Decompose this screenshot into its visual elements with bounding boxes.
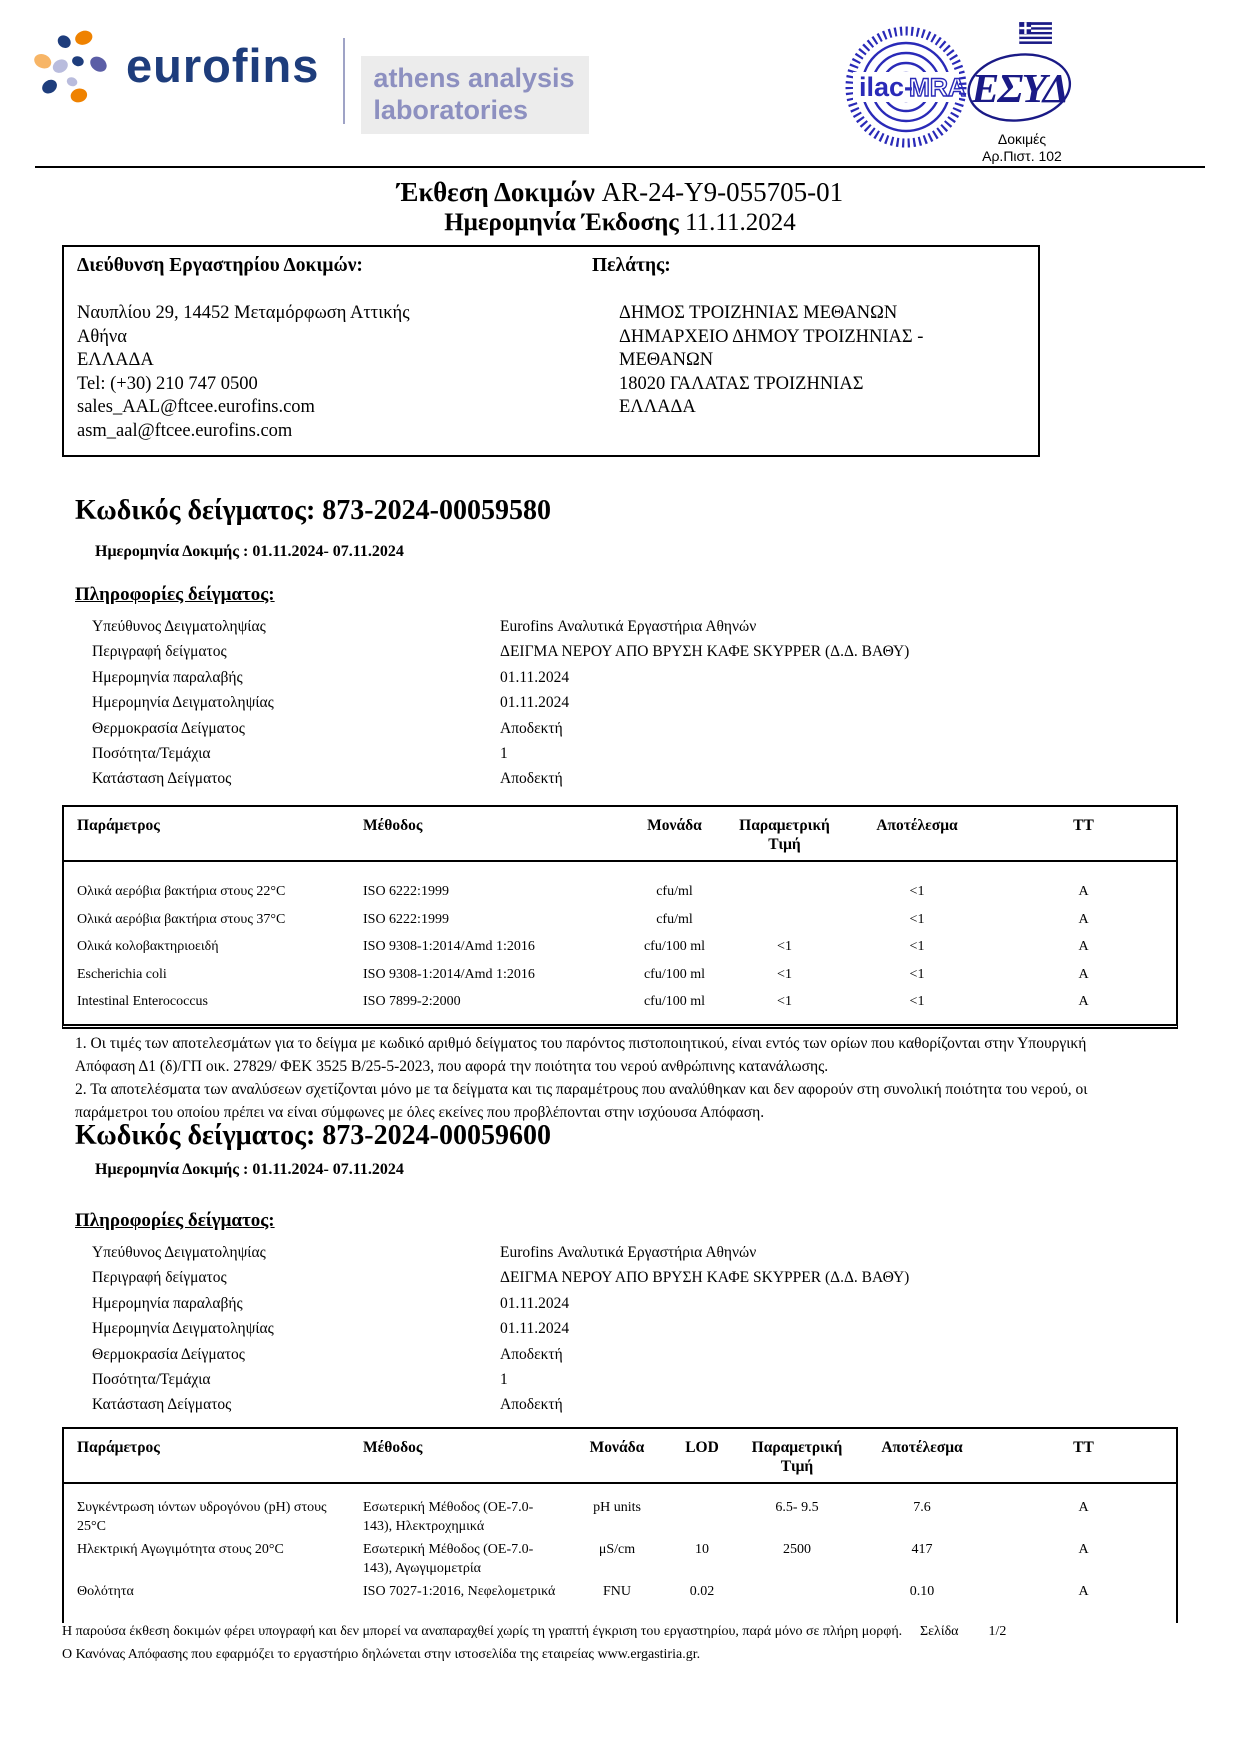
cell-tt: A: [1078, 1542, 1089, 1557]
cell-lod: [662, 1498, 742, 1536]
report-number: AR-24-Y9-055705-01: [601, 177, 844, 207]
page-indicator: [920, 1620, 1006, 1643]
cell-unit: pH units: [593, 1500, 641, 1515]
cell-tt: A: [1078, 939, 1089, 955]
lab-address-line: asm_aal@ftcee.eurofins.com: [77, 420, 293, 441]
cell-result: <1: [909, 994, 925, 1010]
cell-parametric-value: 2500: [783, 1542, 811, 1557]
info-label: Θερμοκρασία Δείγματος: [92, 1345, 245, 1363]
results-table-2-header: [62, 1427, 1178, 1484]
table-row: [64, 933, 1176, 961]
sample1-code-value: 873-2024-00059580: [322, 495, 551, 526]
svg-text:ilac-: ilac-: [859, 72, 914, 102]
cell-lod: 10: [695, 1542, 709, 1557]
info-label: Ποσότητα/Τεμάχια: [92, 1371, 211, 1389]
cell-method: ISO 7899-2:2000: [363, 994, 461, 1010]
cell-tt: A: [1078, 884, 1089, 900]
ilac-mra-stamp-icon: [843, 24, 969, 150]
client-lines: [619, 302, 1022, 420]
col-parameter: Παράμετρος: [77, 1439, 160, 1456]
sample1-info-heading: Πληροφορίες δείγματος:: [75, 584, 275, 605]
col-lod: LOD: [685, 1439, 719, 1456]
cell-parametric-value: [742, 1582, 852, 1601]
col-tt: TT: [1073, 1439, 1094, 1456]
table-row: [64, 961, 1176, 989]
info-value: Eurofins Αναλυτικά Εργαστήρια Αθηνών: [500, 618, 757, 635]
report-title-label: Έκθεση Δοκιμών: [396, 177, 595, 207]
brand-divider: [343, 38, 345, 124]
sample2-info-grid: [92, 1240, 1102, 1418]
info-value: Αποδεκτή: [500, 1396, 563, 1414]
client-line: ΕΛΛΑΔΑ: [619, 397, 696, 417]
lab-address-lines: [77, 302, 582, 443]
table-row: [64, 1540, 1176, 1578]
info-value: 01.11.2024: [500, 668, 570, 686]
client-line: ΔΗΜΟΣ ΤΡΟΙΖΗΝΙΑΣ ΜΕΘΑΝΩΝ: [619, 303, 898, 323]
cell-method: ISO 9308-1:2014/Amd 1:2016: [363, 966, 535, 982]
cell-parameter: Escherichia coli: [77, 966, 167, 982]
sample2-test-date: [95, 1161, 404, 1179]
info-value: 01.11.2024: [500, 694, 570, 712]
client-heading: Πελάτης:: [592, 255, 671, 276]
cell-tt: A: [1078, 1500, 1089, 1515]
sample2-test-date-label: Ημερομηνία Δοκιμής :: [95, 1161, 249, 1178]
cell-method: ISO 7027-1:2016, Νεφελομετρικά: [363, 1584, 556, 1599]
sample-info-row: [92, 1316, 1102, 1341]
table-row: [64, 906, 1176, 934]
sample1-test-date-value: 01.11.2024- 07.11.2024: [252, 543, 404, 560]
sample1-code-label: Κωδικός δείγματος:: [75, 495, 316, 526]
sample2-code-value: 873-2024-00059600: [322, 1120, 551, 1151]
sample1-test-date: [95, 543, 404, 561]
client-line: ΔΗΜΑΡΧΕΙΟ ΔΗΜΟΥ ΤΡΟΙΖΗΝΙΑΣ -: [619, 326, 924, 347]
sample-info-row: [92, 766, 1102, 791]
cell-parameter: Ολικά αερόβια βακτήρια στους 22°C: [77, 884, 286, 900]
info-value: ΔΕΙΓΜΑ ΝΕΡΟΥ ΑΠΟ ΒΡΥΣΗ ΚΑΦΕ SKYPPER (Δ.Δ. ΒΑΘΥ): [500, 1269, 910, 1287]
table-row: [64, 878, 1176, 906]
sample-info-row: [92, 741, 1102, 766]
lab-address-line: Ναυπλίου 29, 14452 Μεταμόρφωση Αττικής: [77, 303, 410, 323]
sample-info-row: [92, 1392, 1102, 1417]
cell-lod: 0.02: [689, 1584, 715, 1599]
cell-unit: cfu/100 ml: [643, 966, 706, 982]
sample-info-row: [92, 690, 1102, 715]
client-line: 18020 ΓΑΛΑΤΑΣ ΤΡΟΙΖΗΝΙΑΣ: [619, 373, 864, 394]
sample-info-row: [92, 1240, 1102, 1265]
header-divider-rule: [35, 166, 1205, 168]
info-label: Υπεύθυνος Δειγματοληψίας: [92, 618, 266, 635]
sample2-code-label: Κωδικός δείγματος:: [75, 1120, 316, 1151]
info-label: Ποσότητα/Τεμάχια: [92, 745, 211, 763]
info-value: 01.11.2024: [500, 1320, 570, 1338]
cell-result: 417: [911, 1542, 933, 1557]
sample2-test-date-value: 01.11.2024- 07.11.2024: [252, 1161, 404, 1178]
accreditation-scope: Δοκιμές: [997, 131, 1047, 147]
eurofins-wordmark: eurofins: [126, 39, 320, 92]
sample-info-row: [92, 665, 1102, 690]
issue-date-value: 11.11.2024: [685, 209, 796, 236]
brand-sub-line2: laboratories: [373, 95, 528, 125]
report-footer: [62, 1620, 1178, 1666]
cell-method: Εσωτερική Μέθοδος (OE-7.0-143), Αγωγιμομετρία: [363, 1542, 534, 1576]
footer-disclaimer: Η παρούσα έκθεση δοκιμών φέρει υπογραφή και δεν μπορεί να αναπαραχθεί χωρίς τη γραπτή έγκριση του εργαστηρίου, παρά μόνο σε πλήρη μορφή.: [62, 1624, 903, 1639]
sample1-test-date-label: Ημερομηνία Δοκιμής :: [95, 543, 249, 560]
client-line: ΜΕΘΑΝΩΝ: [619, 350, 714, 370]
info-label: Ημερομηνία παραλαβής: [92, 1294, 243, 1312]
cell-tt: A: [1078, 1584, 1089, 1599]
cell-result: 7.6: [913, 1500, 931, 1515]
cell-tt: A: [1078, 911, 1089, 927]
cell-method: ISO 6222:1999: [363, 884, 449, 900]
info-label: Περιγραφή δείγματος: [92, 643, 227, 661]
info-label: Ημερομηνία Δειγματοληψίας: [92, 694, 274, 712]
lab-client-box: [62, 245, 1040, 457]
eurofins-pinwheel-icon: [30, 26, 118, 116]
cell-result: <1: [909, 939, 925, 955]
sample-info-row: [92, 614, 1102, 639]
note-1: 1. Οι τιμές των αποτελεσμάτων για το δείγμα με κωδικό αριθμό δείγματος του παρόντος πιστοποιητικού, είναι εντός των ορίων που καθορίζονται στην Υπουργική Απόφαση Δ1 (δ)/ΓΠ οικ. 27829/ ΦΕΚ 3525 Β/25-5-2023, που αφορά την ποιότητα του νερού ανθρώπινης κατανάλωσης.: [75, 1035, 1087, 1075]
info-label: Θερμοκρασία Δείγματος: [92, 719, 245, 737]
col-parameter: Παράμετρος: [77, 817, 160, 834]
cell-unit: FNU: [602, 1584, 631, 1599]
sample1-code-heading: [75, 495, 551, 527]
sample1-info-grid: [92, 614, 1102, 792]
col-parametric-value: Παραμετρική Τιμή: [751, 1439, 843, 1475]
col-result: Αποτέλεσμα: [881, 1439, 963, 1456]
cell-parameter: Ολικά αερόβια βακτήρια στους 37°C: [77, 911, 286, 927]
cell-method: Εσωτερική Μέθοδος (OE-7.0-143), Ηλεκτροχημικά: [363, 1500, 534, 1534]
results-table-1-header: [62, 805, 1178, 862]
svg-text:ΕΣΥΔ: ΕΣΥΔ: [971, 66, 1068, 113]
cell-tt: A: [1078, 994, 1089, 1010]
cell-unit: cfu/100 ml: [643, 939, 706, 955]
info-value: 1: [500, 1371, 508, 1389]
issue-date-label: Ημερομηνία Έκδοσης: [444, 209, 679, 236]
sample-info-row: [92, 1265, 1102, 1290]
lab-address-line: Αθήνα: [77, 326, 127, 347]
info-label: Κατάσταση Δείγματος: [92, 1396, 232, 1414]
esyd-accreditation-mark: [952, 20, 1092, 165]
cell-parametric-value: 6.5- 9.5: [775, 1500, 819, 1515]
report-title-block: [0, 176, 1240, 238]
sample-info-row: [92, 1342, 1102, 1367]
footer-decision-rule: Ο Κανόνας Απόφασης που εφαρμόζει το εργαστήριο δηλώνεται στην ιστοσελίδα της εταιρείας www.ergastiria.gr.: [62, 1647, 701, 1662]
table-row: [64, 1582, 1176, 1601]
info-value: Eurofins Αναλυτικά Εργαστήρια Αθηνών: [500, 1244, 757, 1261]
cell-result: <1: [909, 966, 925, 982]
sample-info-row: [92, 716, 1102, 741]
table-row: [64, 1498, 1176, 1536]
info-value: Αποδεκτή: [500, 1345, 563, 1363]
cell-parametric-value: <1: [777, 994, 792, 1010]
col-tt: TT: [1073, 817, 1094, 834]
page-label: Σελίδα: [920, 1624, 959, 1639]
cell-parameter: Συγκέντρωση ιόντων υδρογόνου (pH) στους 25°C: [77, 1500, 327, 1534]
sample-info-row: [92, 1367, 1102, 1392]
cell-method: ISO 9308-1:2014/Amd 1:2016: [363, 939, 535, 955]
cell-unit: cfu/100 ml: [643, 994, 706, 1010]
cell-method: ISO 6222:1999: [363, 911, 449, 927]
lab-address-column: [77, 255, 582, 443]
info-value: 1: [500, 745, 508, 763]
esyd-logo-icon: [963, 20, 1081, 126]
cell-result: 0.10: [909, 1584, 935, 1599]
info-value: Αποδεκτή: [500, 719, 563, 737]
results-table-1: [62, 805, 1178, 1029]
sample-info-row: [92, 639, 1102, 664]
brand-sub-line1: athens analysis: [373, 63, 575, 93]
cell-parametric-value: <1: [777, 939, 792, 955]
col-unit: Μονάδα: [647, 817, 702, 834]
greek-flag-icon: [1019, 22, 1052, 44]
cell-parameter: Intestinal Enterococcus: [77, 994, 209, 1010]
sample-info-row: [92, 1291, 1102, 1316]
results-table-1-body: [62, 862, 1178, 1029]
col-unit: Μονάδα: [589, 1439, 645, 1456]
cell-unit: μS/cm: [598, 1542, 636, 1557]
sample2-info-heading: Πληροφορίες δείγματος:: [75, 1210, 275, 1231]
report-title: [0, 176, 1240, 208]
info-label: Περιγραφή δείγματος: [92, 1269, 227, 1287]
results-table-2-body: [62, 1484, 1178, 1623]
page-number: 1/2: [988, 1624, 1007, 1639]
table-row: [64, 988, 1176, 1016]
note-2: 2. Τα αποτελέσματα των αναλύσεων σχετίζονται μόνο με τα δείγματα και τις παραμέτρους που αναλύθηκαν και δεν αφορούν στη συνολική ποιότητα του νερού, οι παράμετροι του οποίου πρέπει να είναι σύμφωνες με όλες εκείνες που προβλέπονται στην ισχύουσα Απόφαση.: [75, 1081, 1088, 1121]
cell-result: <1: [909, 911, 925, 927]
info-value: ΔΕΙΓΜΑ ΝΕΡΟΥ ΑΠΟ ΒΡΥΣΗ ΚΑΦΕ SKYPPER (Δ.Δ. ΒΑΘΥ): [500, 643, 910, 661]
lab-address-heading: Διεύθυνση Εργαστηρίου Δοκιμών:: [77, 255, 363, 276]
result-notes: [75, 1032, 1123, 1124]
cell-unit: cfu/ml: [656, 911, 693, 927]
cell-unit: cfu/ml: [656, 884, 693, 900]
cell-parameter: Ολικά κολοβακτηριοειδή: [77, 939, 219, 955]
eurofins-brand: [30, 26, 589, 134]
cell-parametric-value: <1: [777, 966, 792, 982]
col-parametric-value: Παραμετρική Τιμή: [739, 817, 830, 853]
cell-tt: A: [1078, 966, 1089, 982]
accreditation-number: Αρ.Πιστ. 102: [982, 148, 1062, 164]
svg-text:MRA: MRA: [909, 74, 966, 102]
info-label: Ημερομηνία Δειγματοληψίας: [92, 1320, 274, 1338]
col-result: Αποτέλεσμα: [876, 817, 958, 834]
info-label: Ημερομηνία παραλαβής: [92, 668, 243, 686]
info-label: Κατάσταση Δείγματος: [92, 770, 232, 788]
lab-address-line: sales_AAL@ftcee.eurofins.com: [77, 397, 315, 417]
cell-result: <1: [909, 884, 925, 900]
info-value: 01.11.2024: [500, 1294, 570, 1312]
sample2-code-heading: [75, 1120, 551, 1152]
client-column: [592, 255, 1022, 420]
issue-date-line: [0, 208, 1240, 238]
info-label: Υπεύθυνος Δειγματοληψίας: [92, 1244, 266, 1261]
info-value: Αποδεκτή: [500, 770, 563, 788]
results-table-2: [62, 1427, 1178, 1623]
lab-address-line: ΕΛΛΑΔΑ: [77, 350, 154, 370]
athens-analysis-wordmark: [361, 56, 588, 134]
col-method: Μέθοδος: [363, 1439, 423, 1456]
cell-parameter: Ηλεκτρική Αγωγιμότητα στους 20°C: [77, 1542, 284, 1557]
cell-parameter: Θολότητα: [77, 1584, 134, 1599]
col-method: Μέθοδος: [363, 817, 423, 834]
lab-address-line: Tel: (+30) 210 747 0500: [77, 373, 258, 394]
